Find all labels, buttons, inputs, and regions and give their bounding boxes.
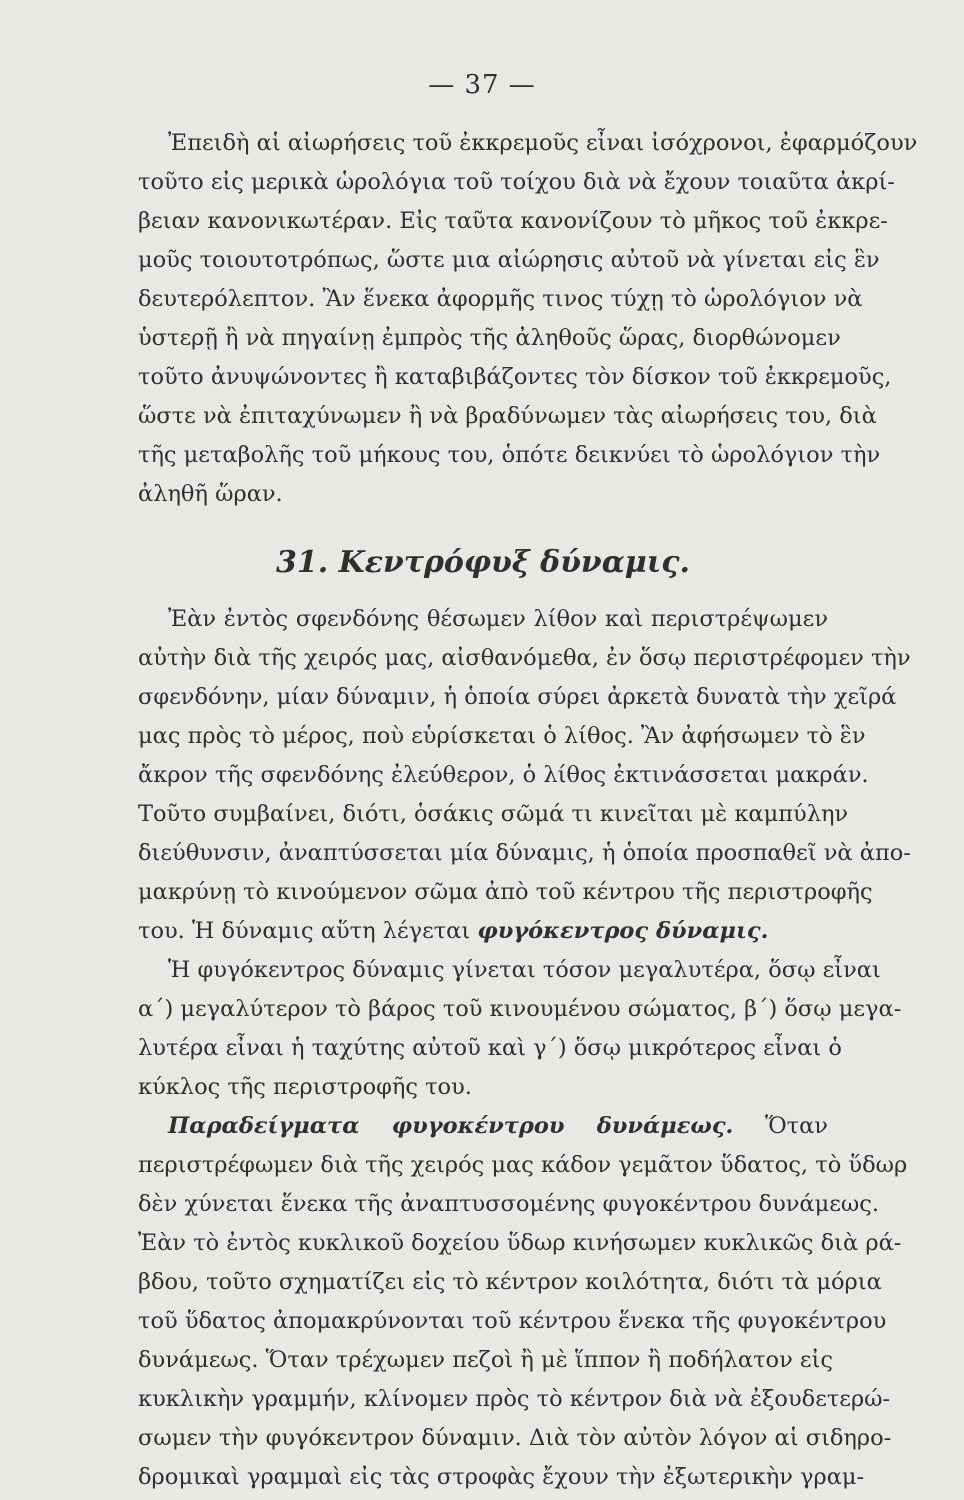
text-line: Τοῦτο συμβαίνει, διότι, ὁσάκις σῶμά τι κινεῖται μὲ καμπύλην — [138, 801, 849, 827]
text-line: μας πρὸς τὸ μέρος, ποὺ εὑρίσκεται ὁ λίθος. Ἂν ἀφήσωμεν τὸ ἓν — [138, 723, 866, 749]
paragraph-sling-example — [138, 600, 911, 951]
paragraph-factors — [138, 951, 902, 1107]
examples-label: Παραδείγματα φυγοκέντρου δυνάμεως. — [168, 1113, 734, 1139]
text-line: Ἐὰν ἐντὸς σφενδόνης θέσωμεν λίθον καὶ περιστρέψωμεν — [168, 606, 828, 632]
text-line: τοῦτο εἰς μερικὰ ὡρολόγια τοῦ τοίχου διὰ νὰ ἔχουν τοιαῦτα ἀκρί- — [138, 169, 895, 195]
text-line: τῆς μεταβολῆς τοῦ μήκους του, ὁπότε δεικνύει τὸ ὡρολόγιον τὴν — [138, 442, 881, 468]
text-line: τοῦ ὕδατος ἀπομακρύνονται τοῦ κέντρου ἕνεκα τῆς φυγοκέντρου — [138, 1308, 887, 1334]
text-line: ὑστερῇ ἢ νὰ πηγαίνῃ ἐμπρὸς τῆς ἀληθοῦς ὥρας, διορθώνομεν — [138, 325, 841, 351]
text-line: τοῦτο ἀνυψώνοντες ἢ καταβιβάζοντες τὸν δίσκον τοῦ ἐκκρεμοῦς, — [138, 364, 892, 390]
text-line: διεύθυνσιν, ἀναπτύσσεται μία δύναμις, ἡ ὁποία προσπαθεῖ νὰ ἀπο- — [138, 840, 911, 866]
paragraph-pendulum-clocks — [138, 124, 918, 514]
text-line: ἀληθῆ ὥραν. — [138, 481, 283, 507]
text-line: μοῦς τοιουτοτρόπως, ὥστε μια αἰώρησις αὐτοῦ νὰ γίνεται εἰς ἓν — [138, 247, 880, 273]
term-centrifugal-force: φυγόκεντρος δύναμις. — [477, 918, 769, 944]
text-line: βειαν κανονικωτέραν. Εἰς ταῦτα κανονίζουν τὸ μῆκος τοῦ ἐκκρε- — [138, 208, 888, 234]
text-line: αὐτὴν διὰ τῆς χειρός μας, αἰσθανόμεθα, ἐν ὅσῳ περιστρέφομεν τὴν — [138, 645, 911, 671]
text-span: του. Ἡ δύναμις αὕτη λέγεται — [138, 918, 478, 944]
text-line: μακρύνῃ τὸ κινούμενον σῶμα ἀπὸ τοῦ κέντρου τῆς περιστροφῆς — [138, 879, 873, 905]
text-line — [138, 912, 828, 951]
paragraph-examples — [138, 1107, 908, 1497]
page-number: — 37 — — [428, 70, 536, 100]
page-body — [138, 124, 918, 1497]
text-line: ὥστε νὰ ἐπιταχύνωμεν ἢ νὰ βραδύνωμεν τὰς αἰωρήσεις του, διὰ — [138, 403, 877, 429]
text-line: σωμεν τὴν φυγόκεντρον δύναμιν. Διὰ τὸν αὐτὸν λόγον αἱ σιδηρο- — [138, 1425, 892, 1451]
text-line: Ἐὰν τὸ ἐντὸς κυκλικοῦ δοχείου ὕδωρ κινήσωμεν κυκλικῶς διὰ ρά- — [138, 1230, 902, 1256]
text-line: λυτέρα εἶναι ἡ ταχύτης αὐτοῦ καὶ γ΄) ὅσῳ μικρότερος εἶναι ὁ — [138, 1035, 842, 1061]
text-line — [138, 1107, 828, 1146]
text-line: δρομικαὶ γραμμαὶ εἰς τὰς στροφὰς ἔχουν τὴν ἐξωτερικὴν γραμ- — [138, 1464, 865, 1490]
section-heading: 31. Κεντρόφυξ δύναμις. — [276, 545, 690, 580]
text-line: α΄) μεγαλύτερον τὸ βάρος τοῦ κινουμένου σώματος, β΄) ὅσῳ μεγα- — [138, 996, 902, 1022]
text-line: κυκλικὴν γραμμήν, κλίνομεν πρὸς τὸ κέντρον διὰ νὰ ἐξουδετερώ- — [138, 1386, 891, 1412]
text-line: βδου, τοῦτο σχηματίζει εἰς τὸ κέντρον κοιλότητα, διότι τὰ μόρια — [138, 1269, 882, 1295]
text-line: δυνάμεως. Ὅταν τρέχωμεν πεζοὶ ἢ μὲ ἵππον ἢ ποδήλατον εἰς — [138, 1347, 833, 1373]
text-line: δὲν χύνεται ἕνεκα τῆς ἀναπτυσσομένης φυγοκέντρου δυνάμεως. — [138, 1191, 879, 1217]
text-line: Ἡ φυγόκεντρος δύναμις γίνεται τόσον μεγαλυτέρα, ὅσῳ εἶναι — [168, 957, 881, 983]
text-line: κύκλος τῆς περιστροφῆς του. — [138, 1074, 472, 1100]
text-line: σφενδόνην, μίαν δύναμιν, ἡ ὁποία σύρει ἀρκετὰ δυνατὰ τὴν χεῖρά — [138, 684, 897, 710]
text-span: Ὅταν — [733, 1113, 828, 1139]
text-line: ἄκρον τῆς σφενδόνης ἐλεύθερον, ὁ λίθος ἐκτινάσσεται μακράν. — [138, 762, 869, 788]
text-line: δευτερόλεπτον. Ἂν ἕνεκα ἀφορμῆς τινος τύχῃ τὸ ὡρολόγιον νὰ — [138, 286, 863, 312]
text-line: Ἐπειδὴ αἱ αἰωρήσεις τοῦ ἐκκρεμοῦς εἶναι ἰσόχρονοι, ἐφαρμόζουν — [168, 130, 918, 156]
text-line: περιστρέφωμεν διὰ τῆς χειρός μας κάδον γεμᾶτον ὕδατος, τὸ ὕδωρ — [138, 1152, 908, 1178]
